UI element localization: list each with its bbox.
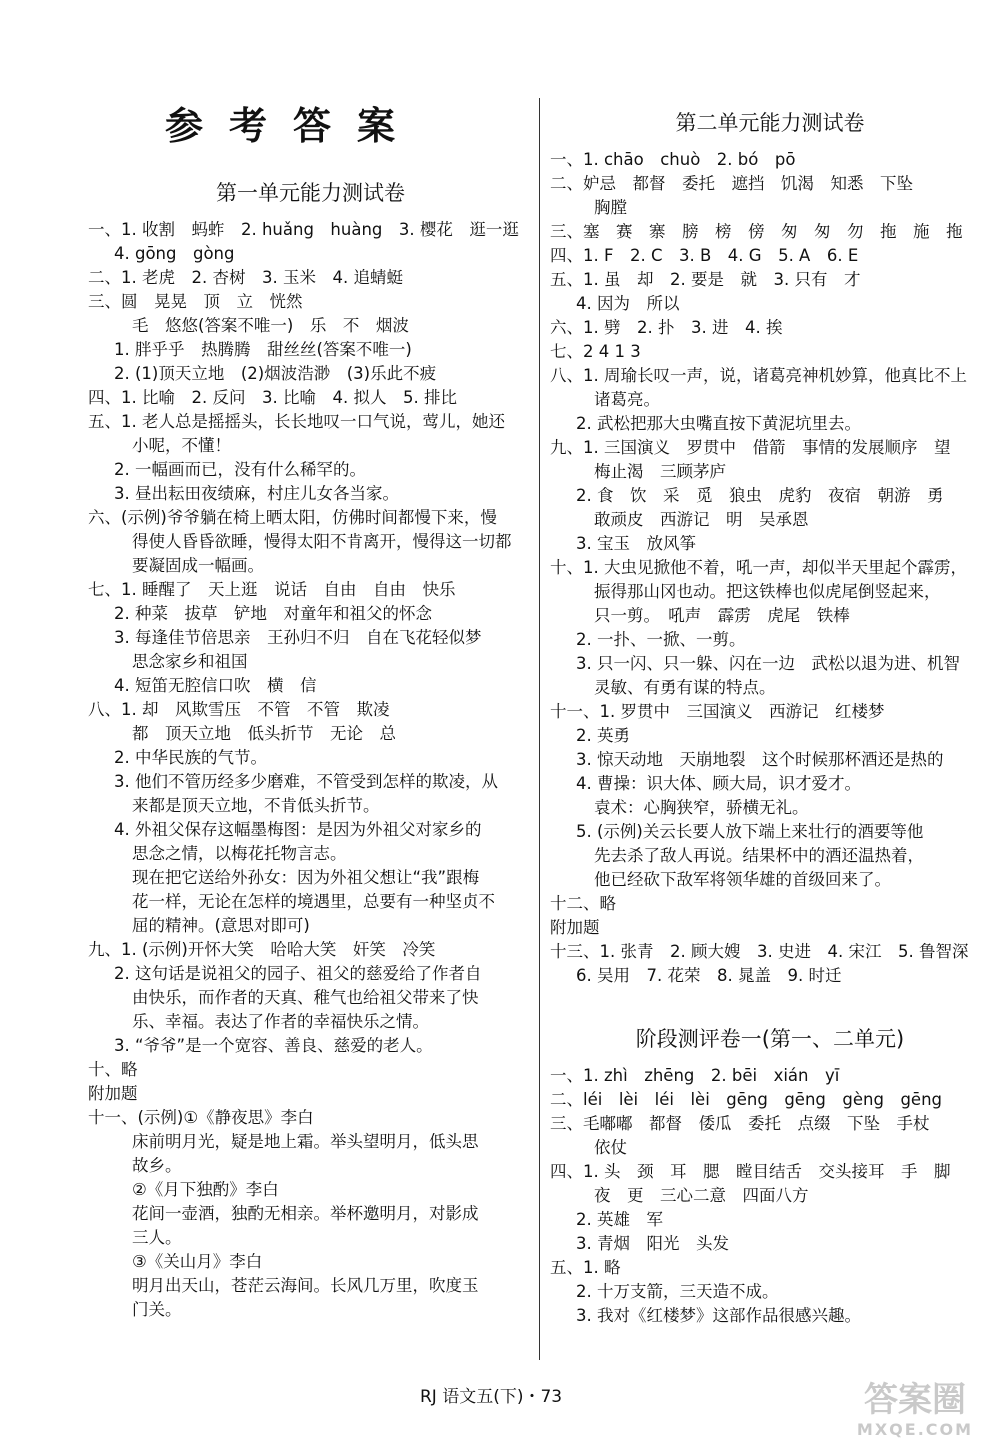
- answer-line: 4. 外祖父保存这幅墨梅图：是因为外祖父对家乡的: [114, 820, 482, 839]
- answer-line: 2. 种菜 拔草 铲地 对童年和祖父的怀念: [114, 604, 432, 623]
- answer-line: 五、1. 略: [550, 1258, 621, 1277]
- answer-line: 花一样，无论在怎样的境遇里，总要有一种坚贞不: [132, 892, 495, 911]
- right-answer-lines-stage-test: [550, 1064, 990, 1328]
- answer-line: 3. 每逢佳节倍思亲 王孙归不归 自在飞花轻似梦: [114, 628, 482, 647]
- page-title: 参考答案: [165, 103, 422, 148]
- answer-line: 敢顽皮 西游记 明 吴承恩: [594, 510, 809, 529]
- answer-line: 小呢，不懂！: [132, 436, 231, 455]
- answer-line: 十一、(示例)①《静夜思》李白: [88, 1108, 314, 1127]
- answer-line: 毛 悠悠(答案不唯一) 乐 不 烟波: [132, 316, 409, 335]
- answer-line: 六、1. 劈 2. 扑 3. 进 4. 挨: [550, 318, 783, 337]
- answer-line: 一、1. chāo chuò 2. bó pō: [550, 150, 796, 169]
- answer-line: ③《关山月》李白: [132, 1252, 263, 1271]
- answer-line: 一、1. zhì zhēng 2. bēi xián yī: [550, 1066, 840, 1085]
- answer-line: 2. 这句话是说祖父的园子、祖父的慈爱给了作者自: [114, 964, 482, 983]
- answer-line: 3. 宝玉 放风筝: [576, 534, 696, 553]
- answer-line: 3. 他们不管历经多少磨难，不管受到怎样的欺凌，从: [114, 772, 498, 791]
- answer-line: 3. 惊天动地 天崩地裂 这个时候那杯酒还是热的: [576, 750, 944, 769]
- answer-line: 现在把它送给外孙女：因为外祖父想让“我”跟梅: [132, 868, 480, 887]
- answer-line: 2. 英雄 军: [576, 1210, 663, 1229]
- answer-line: 5. (示例)关云长要人放下端上来壮行的酒要等他: [576, 822, 924, 841]
- answer-line: 2. 武松把那大虫嘴直按下黄泥坑里去。: [576, 414, 861, 433]
- answer-line: 三、圆 晃晃 顶 立 恍然: [88, 292, 303, 311]
- answer-line: 花间一壶酒，独酌无相亲。举杯邀明月，对影成: [132, 1204, 479, 1223]
- answer-line: 六、(示例)爷爷躺在椅上晒太阳，仿佛时间都慢下来，慢: [88, 508, 497, 527]
- answer-line: 来都是顶天立地，不肯低头折节。: [132, 796, 380, 815]
- answer-line: 二、1. 老虎 2. 杏树 3. 玉米 4. 追蜻蜓: [88, 268, 403, 287]
- answer-line: 四、1. 比喻 2. 反问 3. 比喻 4. 拟人 5. 排比: [88, 388, 457, 407]
- answer-line: 三、毛嘟嘟 都督 倭瓜 委托 点缀 下坠 手杖: [550, 1114, 930, 1133]
- answer-line: 由快乐，而作者的天真、稚气也给祖父带来了快: [132, 988, 479, 1007]
- section-title-stage-test: 阶段测评卷一(第一、二单元): [635, 1027, 905, 1051]
- answer-line: 依仗: [594, 1138, 627, 1157]
- section-title-unit-2: 第二单元能力测试卷: [675, 111, 865, 135]
- page-footer: RJ 语文五(下)・73: [420, 1387, 563, 1407]
- answer-line: 6. 吴用 7. 花荣 8. 晁盖 9. 时迁: [576, 966, 842, 985]
- answer-line: 屈的精神。(意思对即可): [132, 916, 310, 935]
- answer-line: ②《月下独酌》李白: [132, 1180, 279, 1199]
- answer-line: 2. 一幅画而已，没有什么稀罕的。: [114, 460, 366, 479]
- watermark-domain: MXQE.COM: [856, 1420, 974, 1439]
- answer-line: 先去杀了敌人再说。结果杯中的酒还温热着，: [594, 846, 924, 865]
- answer-line: 七、1. 睡醒了 天上逛 说话 自由 自由 快乐: [88, 580, 456, 599]
- answer-line: 门关。: [132, 1300, 182, 1319]
- answer-line: 故乡。: [132, 1156, 182, 1175]
- section-title-unit-1: 第一单元能力测试卷: [216, 181, 405, 205]
- answer-line: 2. 十万支箭，三天造不成。: [576, 1282, 779, 1301]
- watermark-logo: [840, 1380, 990, 1448]
- answer-line: 一、1. 收割 蚂蚱 2. huǎng huàng 3. 樱花 逛一逛: [88, 220, 519, 239]
- answer-line: 四、1. F 2. C 3. B 4. G 5. A 6. E: [550, 246, 859, 265]
- answer-line: 十、略: [88, 1060, 138, 1079]
- answer-line: 3. 只一闪、只一躲、闪在一边 武松以退为进、机智: [576, 654, 960, 673]
- answer-line: 梅止渴 三顾茅庐: [594, 462, 726, 481]
- answer-line: 五、1. 虽 却 2. 要是 就 3. 只有 才: [550, 270, 861, 289]
- right-column: [550, 0, 990, 1328]
- column-divider: [539, 98, 540, 1360]
- answer-line: 他已经砍下敌军将领华雄的首级回来了。: [594, 870, 891, 889]
- answer-line: 诸葛亮。: [594, 390, 660, 409]
- answer-line: 要凝固成一幅画。: [132, 556, 264, 575]
- answer-line: 4. gōng gòng: [114, 244, 235, 263]
- answer-line: 五、1. 老人总是摇摇头，长长地叹一口气说，莺儿，她还: [88, 412, 505, 431]
- answer-line: 三人。: [132, 1228, 182, 1247]
- answer-line: 明月出天山，苍茫云海间。长风几万里，吹度玉: [132, 1276, 479, 1295]
- answer-line: 2. (1)顶天立地 (2)烟波浩渺 (3)乐此不疲: [114, 364, 437, 383]
- answer-line: 3. 我对《红楼梦》这部作品很感兴趣。: [576, 1306, 861, 1325]
- left-answer-lines: [88, 218, 533, 1322]
- left-column: [88, 0, 533, 1322]
- answer-line: 八、1. 周瑜长叹一声，说，诸葛亮神机妙算，他真比不上: [550, 366, 967, 385]
- answer-line: 2. 一扑、一掀、一剪。: [576, 630, 746, 649]
- answer-line: 附加题: [88, 1084, 138, 1103]
- answer-line: 八、1. 却 风欺雪压 不管 不管 欺凌: [88, 700, 390, 719]
- answer-line: 四、1. 头 颈 耳 腮 瞠目结舌 交头接耳 手 脚: [550, 1162, 951, 1181]
- answer-line: 3. “爷爷”是一个宽容、善良、慈爱的老人。: [114, 1036, 433, 1055]
- answer-line: 七、2 4 1 3: [550, 342, 641, 361]
- answer-line: 乐、幸福。表达了作者的幸福快乐之情。: [132, 1012, 429, 1031]
- answer-line: 二、léi lèi léi lèi gēng gēng gèng gēng: [550, 1090, 943, 1109]
- answer-line: 4. 因为 所以: [576, 294, 680, 313]
- answer-line: 十三、1. 张青 2. 顾大嫂 3. 史进 4. 宋江 5. 鲁智深: [550, 942, 969, 961]
- answer-line: 3. 昼出耘田夜绩麻，村庄儿女各当家。: [114, 484, 399, 503]
- answer-line: 三、塞 赛 寨 膀 榜 傍 匆 匆 勿 拖 施 拖: [550, 222, 963, 241]
- answer-line: 3. 青烟 阳光 头发: [576, 1234, 729, 1253]
- answer-line: 只一剪。 吼声 霹雳 虎尾 铁棒: [594, 606, 850, 625]
- watermark-logo-text: 答案圈: [864, 1380, 966, 1420]
- answer-line: 九、1. 三国演义 罗贯中 借箭 事情的发展顺序 望: [550, 438, 951, 457]
- answer-line: 床前明月光，疑是地上霜。举头望明月，低头思: [132, 1132, 479, 1151]
- answer-line: 都 顶天立地 低头折节 无论 总: [132, 724, 396, 743]
- answer-line: 夜 更 三心二意 四面八方: [594, 1186, 809, 1205]
- answer-line: 九、1. (示例)开怀大笑 哈哈大笑 奸笑 冷笑: [88, 940, 436, 959]
- answer-line: 灵敏、有勇有谋的特点。: [594, 678, 776, 697]
- answer-line: 思念家乡和祖国: [132, 652, 248, 671]
- answer-line: 十二、略: [550, 894, 616, 913]
- right-answer-lines-unit-2: [550, 148, 990, 988]
- answer-line: 十一、1. 罗贯中 三国演义 西游记 红楼梦: [550, 702, 885, 721]
- answer-line: 2. 中华民族的气节。: [114, 748, 267, 767]
- answer-line: 二、妒忌 都督 委托 遮挡 饥渴 知悉 下坠: [550, 174, 913, 193]
- answer-line: 4. 短笛无腔信口吹 横 信: [114, 676, 317, 695]
- answer-line: 袁术：心胸狭窄，骄横无礼。: [594, 798, 809, 817]
- answer-line: 4. 曹操：识大体、顾大局，识才爱才。: [576, 774, 861, 793]
- answer-line: 附加题: [550, 918, 600, 937]
- answer-line: 振得那山冈也动。把这铁棒也似虎尾倒竖起来，: [594, 582, 941, 601]
- answer-line: 胸膛: [594, 198, 627, 217]
- answer-line: 2. 食 饮 采 觅 狼虫 虎豹 夜宿 朝游 勇: [576, 486, 944, 505]
- answer-line: 思念之情，以梅花托物言志。: [132, 844, 347, 863]
- answer-line: 十、1. 大虫见掀他不着，吼一声，却似半天里起个霹雳，: [550, 558, 967, 577]
- answer-line: 1. 胖乎乎 热腾腾 甜丝丝(答案不唯一): [114, 340, 412, 359]
- answer-line: 得使人昏昏欲睡，慢得太阳不肯离开，慢得这一切都: [132, 532, 512, 551]
- answer-line: 2. 英勇: [576, 726, 630, 745]
